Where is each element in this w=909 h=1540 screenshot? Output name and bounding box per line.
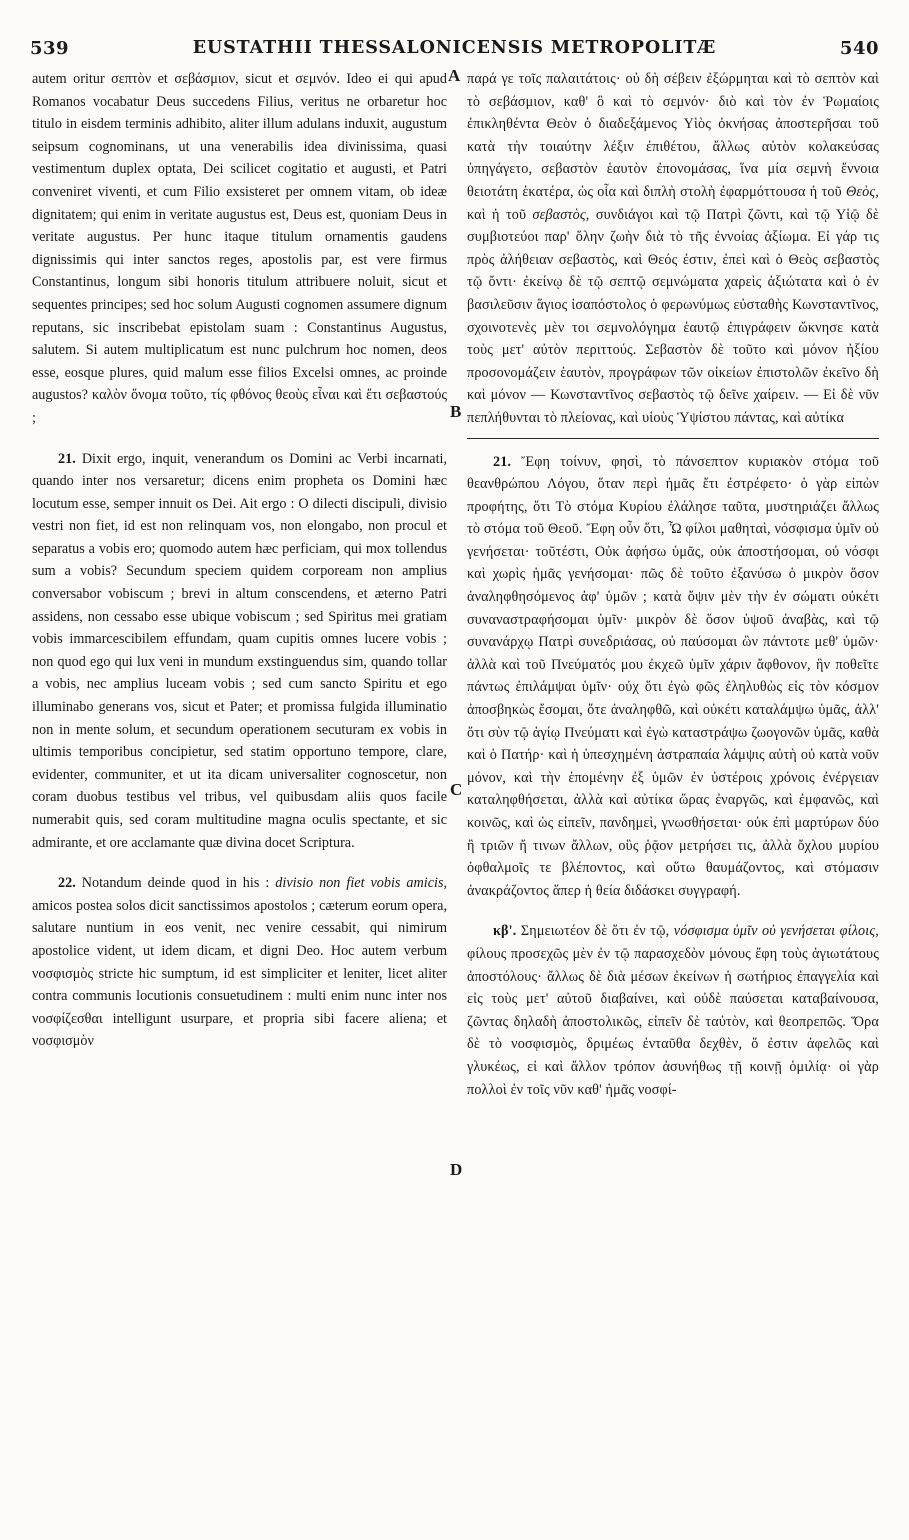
greek-paragraph xyxy=(467,68,879,430)
spacer xyxy=(32,430,447,448)
paragraph-number: κβ'. xyxy=(493,923,517,940)
paragraph-emphasis: σεβαστὸς, xyxy=(532,206,590,223)
margin-letter-a: A xyxy=(448,66,461,85)
latin-column xyxy=(32,68,447,1053)
margin-letter-c: C xyxy=(450,780,463,799)
paragraph-number: 21. xyxy=(493,453,512,470)
paragraph-emphasis: νόσφισμα ὑμῖν οὐ γενήσεται φίλοις, xyxy=(673,923,879,940)
paragraph-text: συνδιάγοι καὶ τῷ Πατρὶ ζῶντι, καὶ τῷ Υἱῷ δὲ συμβιοτεύοι παρ' ὅλην ζωὴν διὰ τὸ τῆς ἐννοίας ἀξίωμα. Εἰ γάρ τις πρὸς ἀλήθειαν σεβαστὸς, καὶ Θεός ἐστιν, ἐπεὶ καὶ ὁ Θεὸς σεβαστὸς τῷ ὄντι· ἐκείνῳ δὲ τῷ σεπτῷ σεμνώματα χαρεὶς ἀξιώτατα καὶ ὁ ἐν βασιλεῦσιν ἅγιος ἰσαπόστολος ὁ φερωνύμως εὐσταθὴς Κωνσταντῖνος, σχοινοτενὲς μὲν τοι σεμνολόγημα ἑαυτῷ ἐπιγράφειν ὤκνησε κατὰ τοὺς μετ' αὐτὸν περιττούς. Σεβαστὸν δὲ τοῦτο καὶ μόνον ἠξίου προσονομάζειν ἑαυτὸν, προγράφων τῶν οἰκείων ἐπιστολῶν ἐκεῖνο δὴ καὶ μόνον — Κωνσταντῖνος σεβαστὸς τῷ δεῖνε χαίρειν. — Εἰ δὲ νῦν πεπλήθυνται τὸ πλείονας, καὶ υἱοὺς Ὑψίστου πάντας, καὶ αὐτίκα xyxy=(467,206,879,426)
paragraph-text: καὶ ἡ τοῦ xyxy=(467,206,527,223)
paragraph-text: Notandum deinde quod in his : xyxy=(81,875,270,892)
paragraph-emphasis: divisio non fiet vobis amicis, xyxy=(275,875,448,892)
running-title: EUSTATHII THESSALONICENSIS METROPOLITÆ xyxy=(192,38,717,58)
paragraph-text: φίλους προσεχῶς μὲν ἐν τῷ παρασχεδὸν μόνους ἔφη τοὺς ἁγιωτάτους ἀποστόλους· ἄλλως δὲ διὰ μέσων ἐκείνων ἡ σωτήριος ἐπαγγελία καὶ εἰς τοὺς μετ' αὐτοῦ διαβαίνει, καὶ οὐδὲ παύσεται καταβαίνουσα, ζῶντας δηλαδὴ ἀποστολικῶς, εἰπεῖν δὲ ταὐτὸν, καὶ θεοπρεπῶς. Ὅρα δὲ τὸ νοσφισμὸς, δριμέως ἐνταῦθα δεχθὲν, ὅ ἐστιν ἀφελῶς καὶ γλυκέως, εἰ καὶ ἄλλον τρόπον ἀσυνήθως τῇ κοινῇ ὁμιλίᾳ· οἱ γὰρ πολλοὶ ἐν τοῖς νῦν καθ' ἡμᾶς νοσφί- xyxy=(467,945,879,1098)
paragraph-text: Ἔφη τοίνυν, φησὶ, τὸ πάνσεπτον κυριακὸν στόμα τοῦ θεανθρώπου Λόγου, ὅταν περὶ ἡμᾶς ἔτι ἐστρέφετο· ὁ γὰρ εἰπὼν προφήτης, ὅτι Τὸ στόμα Κυρίου ἐλάλησε ταῦτα, μυστηριάζει ἄλλως τὸ στόμα τοῦ Θεοῦ. Ἔφη οὖν ὅτι, Ὦ φίλοι μαθηταὶ, νόσφισμα ὑμῖν οὐ γενήσεται· τοῦτέστι, Οὐκ ἀφήσω ὑμᾶς, οὐκ ἀποστήσομαι, οὐ νόσφι καὶ χωρὶς ἡμᾶς γενήσομαι· πῶς δὲ τοῦτο ἐξανύσω ὁ μικρὸν ὅσον ἀναληφθησόμενος ἀφ' ὑμῶν ; κατὰ ὄψιν μὲν τὴν ἐν σώματι οὐκέτι συναναστραφήσομαι ὑμῖν· μικρὸν δὲ ὅσον ὑψοῦ ἀναβὰς, καὶ τῷ συνανάρχῳ Πατρὶ συνεδριάσας, οὐ παύσομαι ὢν πάντοτε μεθ' ὑμῶν· ἀλλὰ καὶ τοῦ Πνεύματός μου ἐκχεῶ ὑμῖν χάριν ἄφθονον, ἣν ποθεῖτε πάντως ἐπιλάμψαι ὑμῖν· οὐχ ὅτι ἐγὼ φῶς ἐληλυθὼς εἰς τὸν κόσμον ἀποσβηκὼς ἔσομαι, ὅτε ἀναληφθῶ, καὶ οὐκέτι καταλάμψω ὑμᾶς, ἀλλ' ὅτι σὺν τῷ ἁγίῳ Πνεύματι καὶ ἐγὼ καταστράψω ζωογονῶν ὑμᾶς, καθὰ καὶ ὁ Πατήρ· καὶ ἡ ὑπεσχημένη ἀστραπαία λάμψις αὐτὴ οὐ κατὰ νοῦν μόνον, καὶ τὴν ἑπομένην ἐξ ὑμῶν ἐν ὑστέροις χρόνοις ἐνέργειαν καταληφθήσεται, ἀλλὰ καὶ αὐτίκα ὥρας ἐναργῶς, καὶ ἐμφανῶς, καὶ κοινῶς, καὶ ὡς εἰπεῖν, πανδημεὶ, γνωσθήσεται· οὐκ ἐπὶ μαρτύρων δύο ἢ τριῶν ἤ τινων ἄλλων, οὓς ῥᾷον μετρήσει τις, ἀλλὰ ὄχλου μυρίου ὀφθαλμοῖς τε βλέποντος, καὶ οὕτω θαυμάζοντος, καὶ στόμασιν ἀνακράζοντος ἅπερ ἡ θεία διδάσκει συγγραφή. xyxy=(467,453,879,899)
greek-paragraph xyxy=(467,451,879,903)
spacer xyxy=(467,902,879,920)
paragraph-number: 22. xyxy=(58,875,76,892)
latin-paragraph xyxy=(32,448,447,855)
paragraph-text: Σημειωτέον δὲ ὅτι ἐν τῷ, xyxy=(520,923,670,940)
paragraph-text: παρά γε τοῖς παλαιτάτοις· οὐ δὴ σέβειν ἐξώρμηται καὶ τὸ σεπτὸν καὶ τὸ σεβάσμιον, καθ' ὃ καὶ τὸ σεμνόν· διὸ καὶ τὸν ἐν Ῥωμαίοις ἐπικληθέντα Θεὸν ὁ διαδεξάμενος Υἱὸς ὀκνήσας ἀποστερῆσαι τοῦ κατὰ τὴν τοιαύτην λέξιν ἐπιθέτου, ἄλλως αὐτὸν κολακεύσας ὑπηγάγετο, σεβαστὸν ἑαυτὸν ἐπονομάσας, ἵνα μία σεμνὴ ἔννοια θειοτάτη ἑκατέρα, ὡς οἷα καὶ διπλὴ στολὴ ἐφαρμόττουσα ἡ τοῦ xyxy=(467,71,879,200)
latin-paragraph: autem oritur σεπτὸν et σεβάσμιον, sicut et σεμνόν. Ideo ei qui apud Romanos vocabatur Deus succedens Filius, veritus ne orbaretur hoc titulo in eisdem terminis adhibito, aliter illum adulans induxit, augustum seipsum cognominans, ut una venerabilis idea divinissima, quasi vestimentum duplex optata, Dei scilicet cogitatio et augusti, et Patri conveniret viventi, et cum Filio exsisteret per omnem vitam, ob ideæ dignitatem; qui enim in veritate augustus est, Deus est, quoniam Deus in veritate augustus. Per hunc itaque titulum ornamentis gaudens dignissimis qui inter sanctos reges, apostolis par, est vere firmus Constantinus, longum sibi honoris titulum attribuere noluit, sicut et sequentes principes; sed hoc solum Augusti cognomen assumere dignum reputans, sic inscribebat epistolam suam : Constantinus Augustus, salutem. Si autem multiplicatum est nunc pulchrum hoc nomen, deos esse, eosque plures, quid malum esse filios Excelsi omnes, ac proinde augustos? καλὸν ὄνομα τοῦτο, τίς φθόνος θεοὺς εἶναι καὶ ἔτι σεβαστούς ; xyxy=(32,71,447,426)
running-header xyxy=(30,30,879,66)
section-divider xyxy=(467,438,879,439)
greek-column xyxy=(467,68,879,1101)
margin-letter-b: B xyxy=(450,402,462,421)
paragraph-number: 21. xyxy=(58,450,76,467)
spacer xyxy=(32,854,447,872)
right-page-number: 540 xyxy=(839,37,879,59)
paragraph-text: amicos postea solos dicit sanctissimos apostolos ; cæterum eorum opera, salutare nuntium in eos venit, nec venire cessabit, qui nimirum apostolice vident, ut idem dicam, et digni Deo. Hoc autem verbum νοσφισμὸς stricte hic sumptum, id est simpliciter et leniter, licet aliter contra communis locutionis consuetudinem : multi enim nunc inter nos νοσφίζεσθαι intelligunt usurpare, et propria sibi facere aliena; et νοσφισμὸν xyxy=(32,897,447,1050)
margin-letter-d: D xyxy=(450,1160,463,1179)
left-page-number: 539 xyxy=(30,37,70,59)
paragraph-text: Dixit ergo, inquit, venerandum os Domini ac Verbi incarnati, quando inter nos versaretur; dicens enim propheta os Domini hæc locutum esse, semper innuit os Dei. Ait ergo : O dilecti discipuli, divisio vestri non fiet, id est non relinquam vos, non elongabo, non procul et separatus a vobis ero; quomodo autem hæc perficiam, qui mox tollendus sum a vobis? Secundum speciem quidem corpoream non amplius conversabor vobiscum ; brevi in altum conscendens, et æterno Patri assidens, non cessabo esse ubique vobiscum ; sed Spiritus mei gratiam vobis immarcescibilem effundam, quam cupitis omnes lucere vobis ; non quod ego qui lux veni in mundum exstinguendus sim, quando tollar a vobis, nec amplius luceam vobis ; sed cum sancto Spiritu et ego illuminabo generans vos, sicut et Pater; et promissa fulgida illuminatio non in mente solum, et secundum operationem secuturam ex vobis in ultimis temporibus concipietur, sed statim opportuno tempore, clare, evidenter, communiter, et ut ita dicam universaliter cognoscetur, non coram duobus testibus vel tribus, vel quibusdam aliis quos facile numerabit quis, sed coram multitudine magna oculis spectante, et sic admirante, et ore acclamante quæ divina docet Scriptura. xyxy=(32,450,448,851)
greek-paragraph xyxy=(467,920,879,1101)
paragraph-emphasis: Θεὸς, xyxy=(846,183,879,200)
latin-paragraph xyxy=(32,872,447,1053)
